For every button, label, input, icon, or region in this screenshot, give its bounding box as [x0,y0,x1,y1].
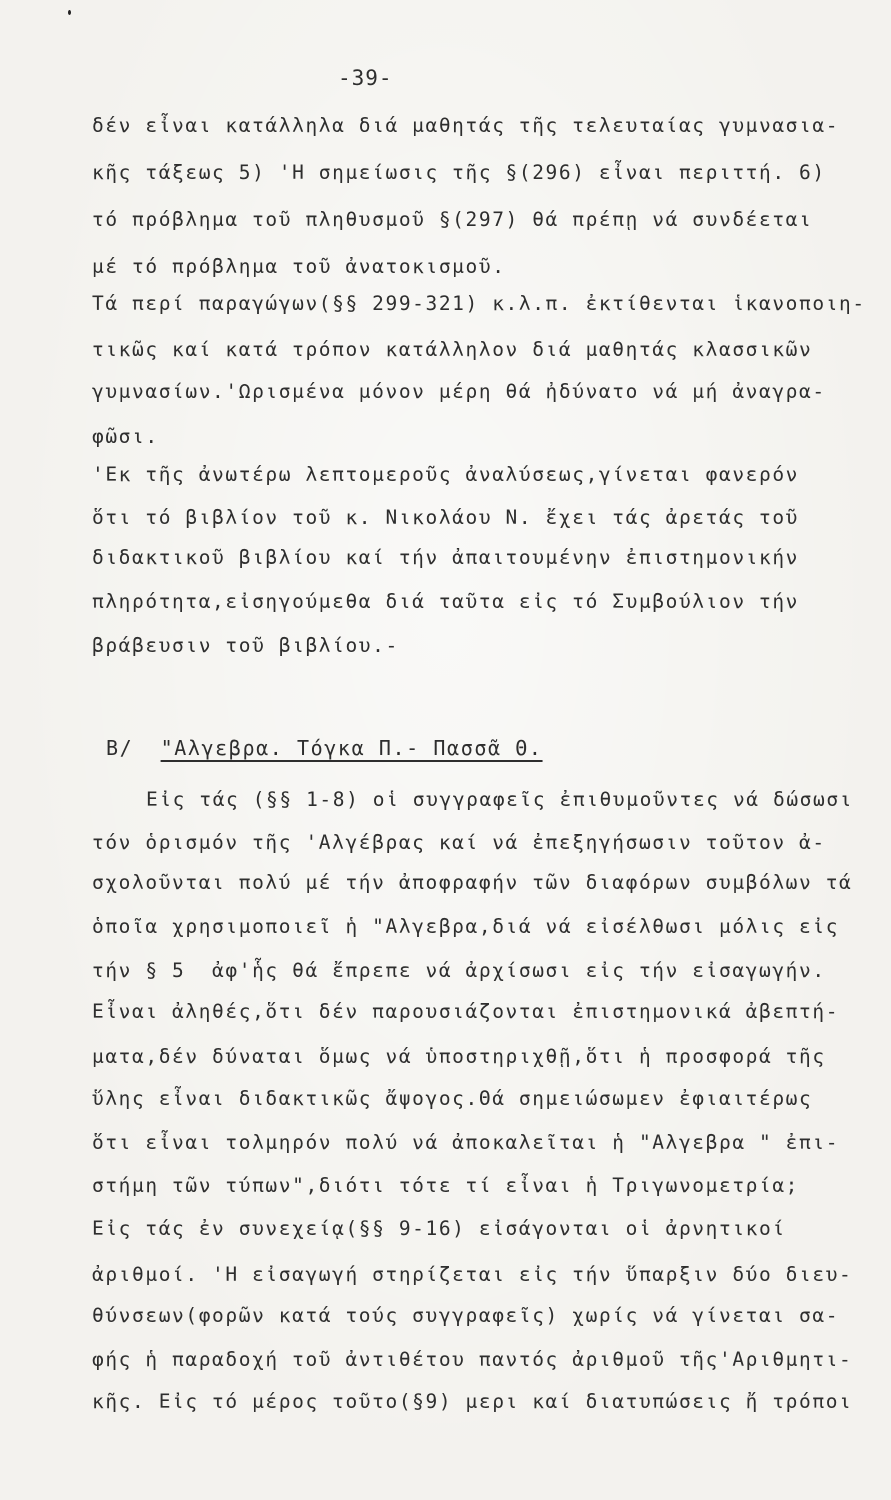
section-title: "Αλγεβρα. Τόγκα Π.- Πασσᾶ Θ. [160,736,543,760]
text-line: κῆς τάξεως 5) 'Η σημείωσις τῆς §(296) εἶναι περιττή. 6) [92,161,826,184]
text-line: ὅτι τό βιβλίον τοῦ κ. Νικολάου Ν. ἔχει τάς ἀρετάς τοῦ [92,506,800,529]
text-line: θύνσεων(φορῶν κατά τούς συγγραφεῖς) χωρίς νά γίνεται σα- [92,1304,840,1327]
section-label: Β/ [106,736,134,760]
text-line: μέ τό πρόβλημα τοῦ ἀνατοκισμοῦ. [92,255,506,278]
text-line: ὅτι εἶναι τολμηρόν πολύ νά ἀποκαλεῖται ἡ "Αλγεβρα " ἐπι- [92,1131,840,1154]
text-line: 'Εκ τῆς ἀνωτέρω λεπτομεροῦς ἀναλύσεως,γίνεται φανερόν [92,463,800,486]
text-line: τικῶς καί κατά τρόπον κατάλληλον διά μαθητάς κλασσικῶν [92,338,813,361]
text-line: Εἶναι ἀληθές,ὅτι δέν παρουσιάζονται ἐπιστημονικά ἀβεπτή- [92,1000,840,1023]
text-line: βράβευσιν τοῦ βιβλίου.- [92,634,399,657]
text-line: φής ἡ παραδοχή τοῦ ἀντιθέτου παντός ἀριθμοῦ τῆς'Αριθμητι- [92,1348,853,1371]
text-line: δέν εἶναι κατάλληλα διά μαθητάς τῆς τελευταίας γυμνασια- [92,114,840,137]
text-line: ὕλης εἶναι διδακτικῶς ἄψογος.Θά σημειώσωμεν ἐφιαιτέρως [92,1087,813,1110]
text-line: πληρότητα,εἰσηγούμεθα διά ταῦτα εἰς τό Συμβούλιον τήν [92,590,800,613]
text-line: φῶσι. [92,425,159,448]
text-line: τό πρόβλημα τοῦ πληθυσμοῦ §(297) θά πρέπῃ νά συνδέεται [92,208,813,231]
text-line: τήν § 5 ἀφ'ἧς θά ἔπρεπε νά ἀρχίσωσι εἰς τήν εἰσαγωγήν. [92,959,826,982]
text-line: τόν ὁρισμόν τῆς 'Αλγέβρας καί νά ἐπεξηγήσωσιν τοῦτον ἀ- [92,831,826,854]
text-line: ὁποῖα χρησιμοποιεῖ ἡ "Αλγεβρα,διά νά εἰσέλθωσι μόλις εἰς [92,915,840,938]
text-line: ἀριθμοί. 'Η εἰσαγωγή στηρίζεται εἰς τήν ὕπαρξιν δύο διευ- [92,1263,853,1286]
text-line: Εἰς τάς ἐν συνεχείᾳ(§§ 9-16) εἰσάγονται οἱ ἀρνητικοί [92,1217,786,1240]
text-line: ματα,δέν δύναται ὅμως νά ὑποστηριχθῇ,ὅτι ἡ προσφορά τῆς [92,1045,826,1068]
section-heading [106,736,543,760]
page-number: -39- [338,66,393,90]
text-line: Εἰς τάς (§§ 1-8) οἱ συγγραφεῖς ἐπιθυμοῦντες νά δώσωσι [146,788,854,811]
text-line: Τά περί παραγώγων(§§ 299-321) κ.λ.π. ἐκτίθενται ἱκανοποιη- [92,292,866,315]
text-line: στήμη τῶν τύπων",διότι τότε τί εἶναι ἡ Τριγωνομετρία; [92,1174,800,1197]
text-line: διδακτικοῦ βιβλίου καί τήν ἀπαιτουμένην ἐπιστημονικήν [92,546,800,569]
text-line: σχολοῦνται πολύ μέ τήν ἀποφραφήν τῶν διαφόρων συμβόλων τά [92,871,853,894]
text-line: κῆς. Εἰς τό μέρος τοῦτο(§9) μερι καί διατυπώσεις ἤ τρόποι [92,1390,853,1413]
ink-speck [68,10,71,15]
text-line: γυμνασίων.'Ωρισμένα μόνον μέρη θά ἠδύνατο νά μή ἀναγρα- [92,380,826,403]
